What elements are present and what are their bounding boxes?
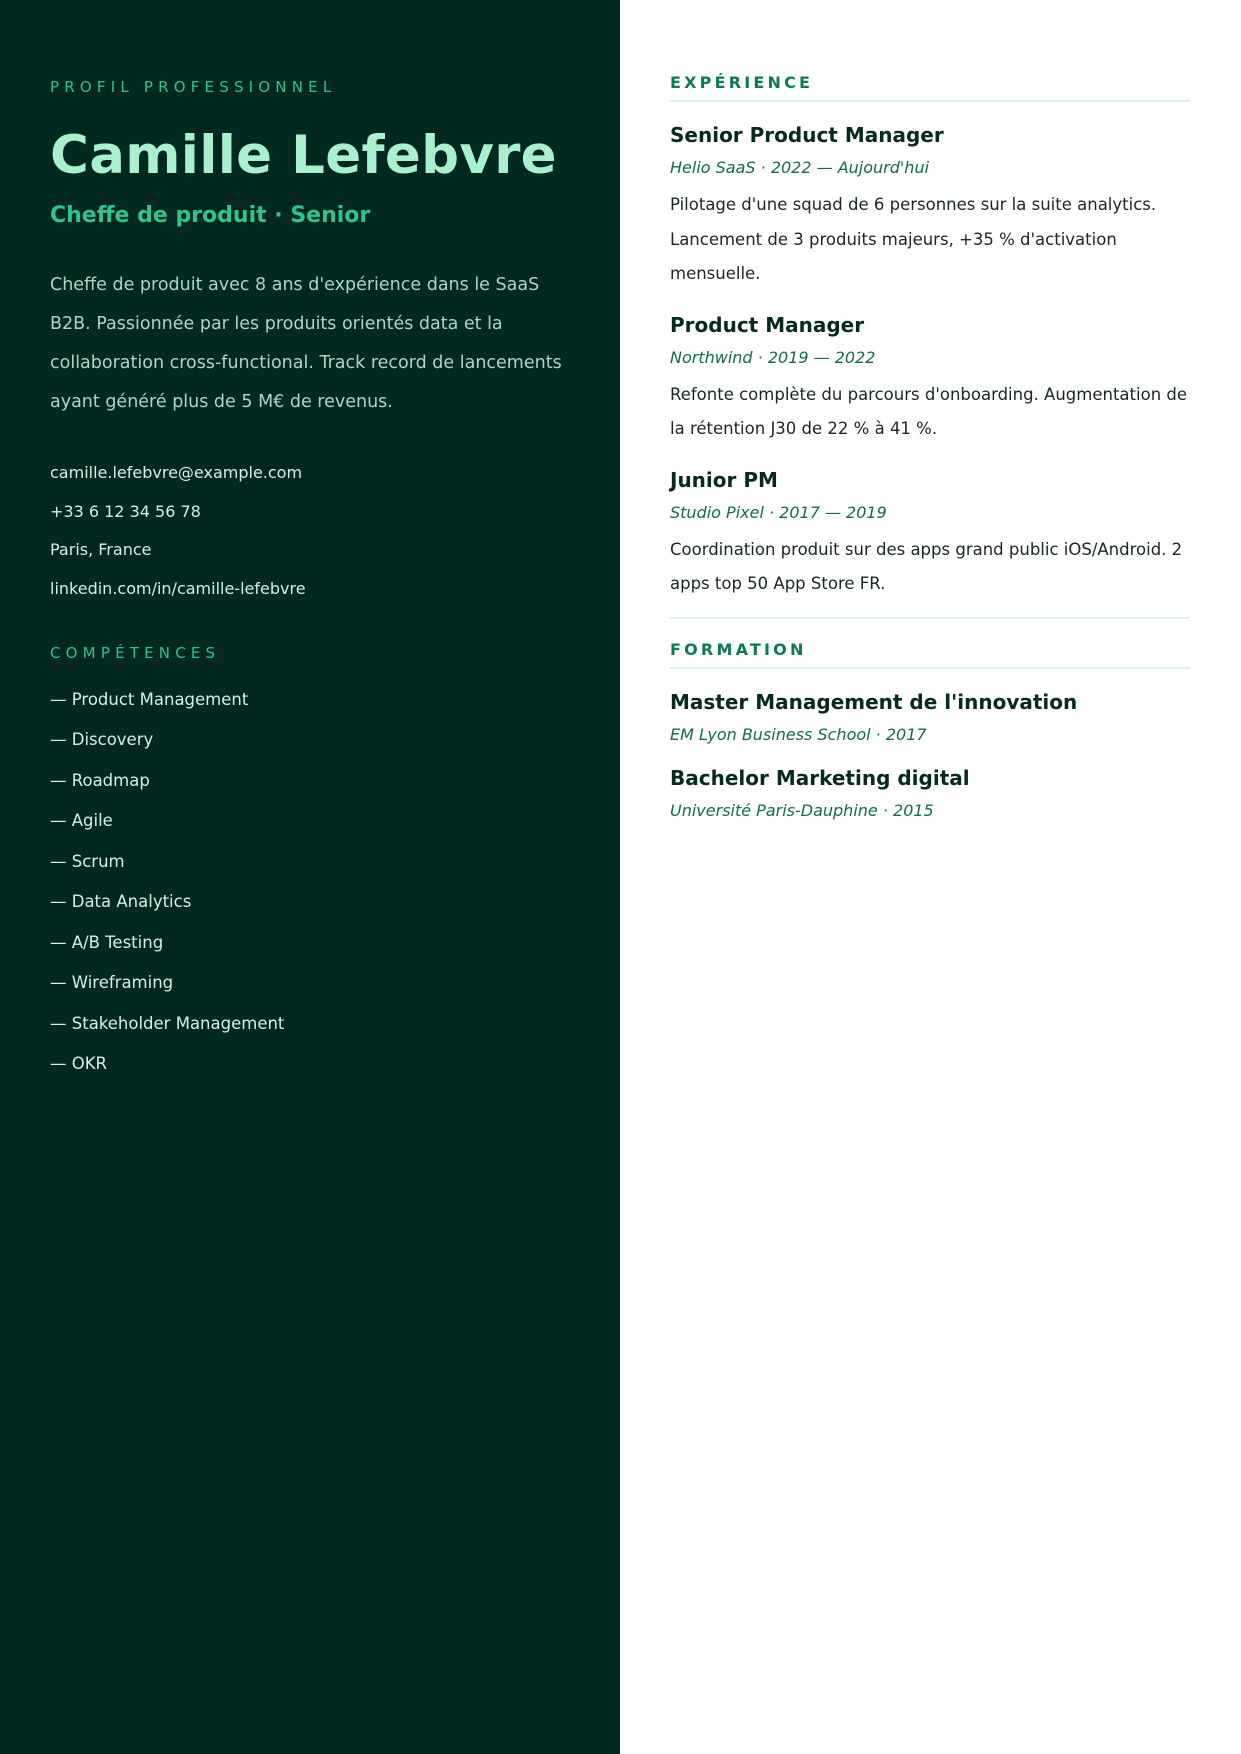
education-entry [670, 689, 1190, 745]
contact-phone: +33 6 12 34 56 78 [50, 501, 201, 521]
experience-heading: EXPÉRIENCE [670, 74, 1190, 102]
degree-meta: EM Lyon Business School · 2017 [670, 724, 927, 744]
job-description: Pilotage d'une squad de 6 personnes sur la suite analytics. Lancement de 3 produits majeurs, +35 % d'activation mensuelle. [670, 195, 1157, 283]
degree-meta: Université Paris-Dauphine · 2015 [670, 800, 934, 820]
skill-item: — OKR [50, 1054, 108, 1074]
skill-item: — Agile [50, 811, 113, 831]
formation-heading: FORMATION [670, 641, 1190, 669]
skills-list [50, 680, 570, 1085]
candidate-role: Cheffe de produit · Senior [50, 203, 371, 228]
sidebar [0, 0, 620, 1754]
skill-item: — Product Management [50, 689, 249, 709]
contact-location: Paris, France [50, 540, 152, 560]
skill-item: — Data Analytics [50, 892, 192, 912]
job-title: Junior PM [670, 467, 778, 492]
experience-entry [670, 122, 1190, 292]
job-description: Coordination produit sur des apps grand public iOS/Android. 2 apps top 50 App Store FR. [670, 539, 1183, 593]
education-entry [670, 765, 1190, 821]
contact-email: camille.lefebvre@example.com [50, 463, 303, 482]
degree-title: Bachelor Marketing digital [670, 765, 970, 790]
job-title: Senior Product Manager [670, 123, 944, 147]
profile-summary: Cheffe de produit avec 8 ans d'expérience dans le SaaS B2B. Passionnée par les produits orientés data et la collaboration cross-functional. Track record de lancements ayant généré plus de 5 M€ de revenus. [50, 275, 562, 412]
skill-item: — A/B Testing [50, 932, 164, 952]
degree-title: Master Management de l'innovation [670, 689, 1078, 714]
job-meta: Northwind · 2019 — 2022 [670, 347, 876, 367]
profile-kicker: PROFIL PROFESSIONNEL [50, 78, 337, 96]
main-content [670, 0, 1190, 821]
skills-heading: COMPÉTENCES [50, 643, 221, 662]
skill-item: — Discovery [50, 730, 154, 750]
job-meta: Helio SaaS · 2022 — Aujourd'hui [670, 158, 930, 177]
contact-linkedin: linkedin.com/in/camille-lefebvre [50, 579, 306, 599]
contact-list [50, 454, 570, 609]
job-title: Product Manager [670, 312, 865, 337]
job-description: Refonte complète du parcours d'onboarding. Augmentation de la rétention J30 de 22 % à 41 %. [670, 384, 1188, 438]
skill-item: — Scrum [50, 851, 125, 871]
skill-item: — Wireframing [50, 973, 174, 993]
skill-item: — Roadmap [50, 770, 150, 790]
job-meta: Studio Pixel · 2017 — 2019 [670, 502, 887, 522]
experience-entry [670, 467, 1190, 602]
experience-entry [670, 312, 1190, 447]
skill-item: — Stakeholder Management [50, 1013, 285, 1033]
section-divider [670, 617, 1190, 619]
candidate-name: Camille Lefebvre [50, 125, 557, 186]
